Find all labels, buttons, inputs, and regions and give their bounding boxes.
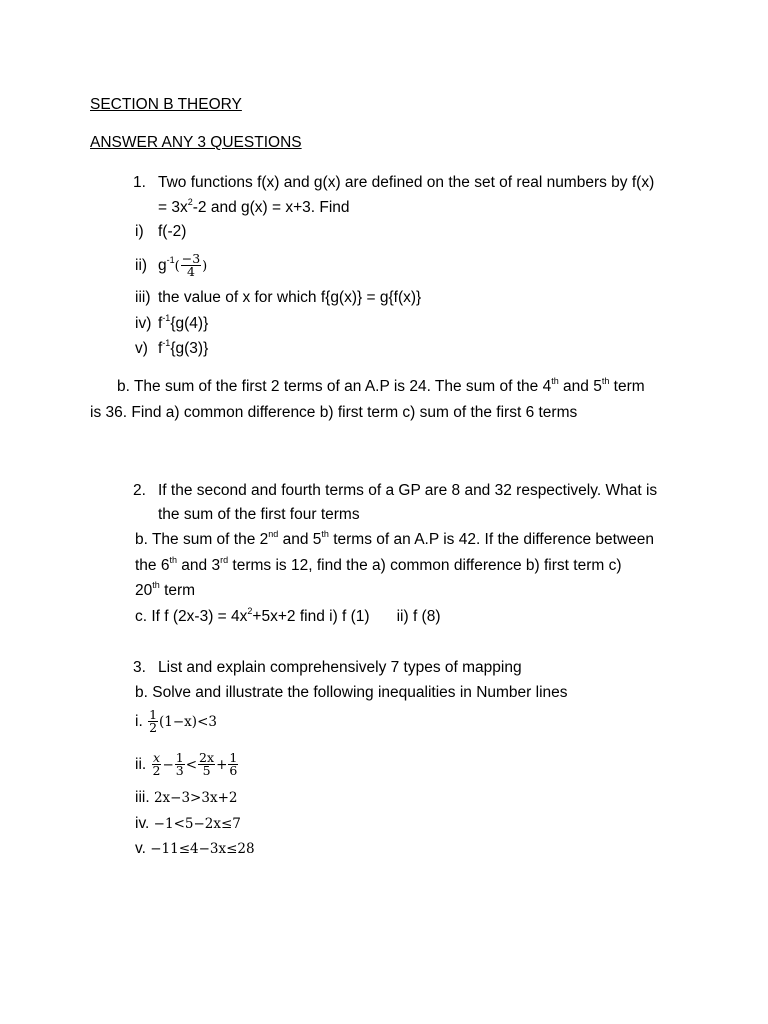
q3-ii-fraction-1: $\frac{x}{2}$ (152, 750, 161, 779)
q1-iii-label: iii) (135, 289, 151, 306)
q2-c-line: c. If f $(2x-3) = 4x^2+5x+2$ find i) f (1) ii) f (8) (135, 606, 441, 625)
q1-iii-text: the value of x for which f{g(x)} = g{f(x)} (158, 289, 422, 306)
q1-iv-text: $f^{-1}\{g(4)\}$ (158, 313, 209, 332)
q2-number: 2. (133, 482, 146, 499)
q1-i-label: i) (135, 223, 144, 240)
q3-ii-fraction-4: $\frac{1}{6}$ (229, 750, 238, 779)
q2-line1: If the second and fourth terms of a GP are 8 and 32 respectively. What is (158, 482, 658, 499)
q1-v-text: $f^{-1}\{g(3)\}$ (158, 338, 209, 357)
q3-iii: iii. 2x−3>3x+2 (135, 789, 238, 806)
q3-number: 3. (133, 659, 146, 676)
section-title: SECTION B THEORY (90, 96, 242, 113)
q1-iv-label: iv) (135, 315, 152, 332)
q1-b-line2: is 36. Find a) common difference b) first term c) sum of the first 6 terms (90, 404, 578, 421)
q3-ii-fraction-2: $\frac{1}{3}$ (175, 750, 184, 779)
q3-iv: iv. −1<5−2x≤7 (135, 815, 241, 832)
instruction-heading: ANSWER ANY 3 QUESTIONS (90, 134, 302, 151)
q3-v: v. −11≤4−3x≤28 (135, 840, 255, 857)
q1-v-label: v) (135, 340, 148, 357)
q1-line2: = $3x^2-2$ and g(x) = x+3. Find (158, 197, 350, 216)
q2-b-line3: 20th term (135, 580, 196, 599)
q1-ii-label: ii) (135, 257, 148, 274)
q3-i-fraction: $\frac{1}{2}$ (149, 707, 158, 736)
q3-i: i. $\frac{1}{2}$ (1−x)<3 (135, 707, 217, 736)
q2-line2: the sum of the first four terms (158, 506, 360, 523)
q3-line1: List and explain comprehensively 7 types of mapping (158, 659, 522, 676)
q1-number: 1. (133, 174, 146, 191)
q1-ii-expr: $g^{-1}$( $\frac{-3}{4}$ ) (158, 251, 208, 280)
q3-ii-fraction-3: $\frac{2x}{5}$ (199, 750, 215, 779)
q3-ii: ii. $\frac{x}{2}$ − $\frac{1}{3}$ < $\frac{2x}{5}$ + $\frac{1}{6}$ (135, 750, 238, 779)
q2-b-line1: b. The sum of the 2nd and 5th terms of an A.P is 42. If the difference between (135, 529, 655, 548)
q2-b-line2: the 6th and 3rd terms is 12, find the a) common difference b) first term c) (135, 555, 622, 574)
q3-b-line: b. Solve and illustrate the following inequalities in Number lines (135, 684, 568, 701)
q1-b-line1: b. The sum of the first 2 terms of an A.P is 24. The sum of the 4th and 5th term (117, 376, 645, 395)
q1-i-text: f(-2) (158, 223, 187, 240)
q1-line1: Two functions f(x) and g(x) are defined on the set of real numbers by f(x) (158, 174, 655, 191)
q1-ii-fraction: $\frac{-3}{4}$ (181, 251, 201, 280)
